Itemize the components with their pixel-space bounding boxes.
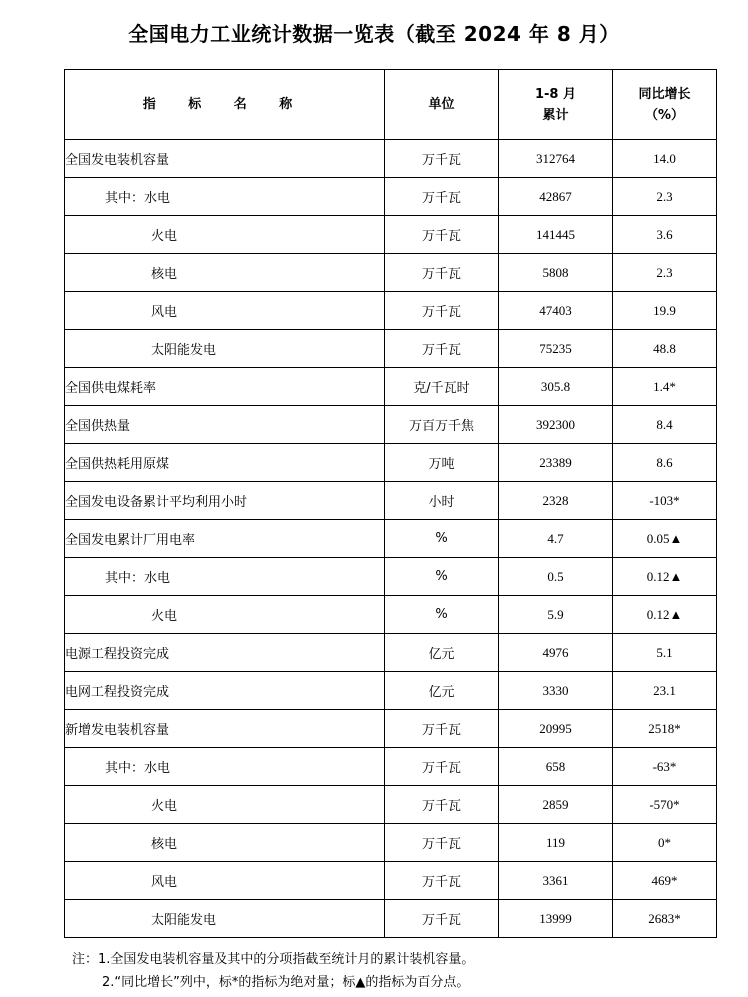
unit-cell: 克/千瓦时 [385,368,499,406]
indicator-name: 全国发电累计厂用电率 [65,520,385,558]
yoy-cell: 2683* [613,900,717,938]
cumulative-cell: 13999 [499,900,613,938]
cumulative-cell: 658 [499,748,613,786]
indicator-name: 风电 [65,862,385,900]
yoy-cell: 3.6 [613,216,717,254]
indicator-name: 火电 [65,596,385,634]
cumulative-cell: 5808 [499,254,613,292]
indicator-name: 全国发电装机容量 [65,140,385,178]
unit-cell: 万千瓦 [385,216,499,254]
yoy-cell: 48.8 [613,330,717,368]
cumulative-cell: 75235 [499,330,613,368]
yoy-cell: 0.12▲ [613,596,717,634]
yoy-cell: -570* [613,786,717,824]
table-row [65,710,717,748]
unit-cell: 万千瓦 [385,862,499,900]
cumulative-cell: 0.5 [499,558,613,596]
yoy-cell: 2518* [613,710,717,748]
unit-cell: % [385,558,499,596]
cumulative-cell: 2859 [499,786,613,824]
unit-cell: % [385,520,499,558]
table-row [65,862,717,900]
table-row [65,330,717,368]
header-cumulative-line1: 1-8 月 [534,86,576,102]
indicator-name: 风电 [65,292,385,330]
table-row [65,178,717,216]
cumulative-cell: 4976 [499,634,613,672]
table-row [65,748,717,786]
yoy-cell: 23.1 [613,672,717,710]
table-row [65,444,717,482]
yoy-cell: 0* [613,824,717,862]
cumulative-cell: 23389 [499,444,613,482]
table-row [65,368,717,406]
table-row [65,672,717,710]
yoy-cell: 0.05▲ [613,520,717,558]
table-row [65,406,717,444]
header-yoy-growth [613,70,717,140]
unit-cell: 万千瓦 [385,254,499,292]
header-cumulative-line2: 累计 [542,107,569,123]
page-title: 全国电力工业统计数据一览表（截至 2024 年 8 月） [128,22,620,46]
unit-cell: % [385,596,499,634]
yoy-cell: 2.3 [613,178,717,216]
indicator-name: 全国供电煤耗率 [65,368,385,406]
unit-cell: 万吨 [385,444,499,482]
cumulative-cell: 42867 [499,178,613,216]
unit-cell: 亿元 [385,672,499,710]
cumulative-cell: 3361 [499,862,613,900]
cumulative-cell: 392300 [499,406,613,444]
unit-cell: 万千瓦 [385,292,499,330]
statistics-table [64,69,717,938]
table-row [65,900,717,938]
unit-cell: 万千瓦 [385,330,499,368]
unit-cell: 亿元 [385,634,499,672]
table-row [65,216,717,254]
indicator-name: 太阳能发电 [65,330,385,368]
indicator-name: 火电 [65,786,385,824]
header-yoy-line2: （%） [644,107,685,123]
yoy-cell: 2.3 [613,254,717,292]
indicator-name: 全国供热耗用原煤 [65,444,385,482]
indicator-name: 核电 [65,254,385,292]
footnote-1: 注：1.全国发电装机容量及其中的分项指截至统计月的累计装机容量。 [72,952,475,967]
footnote-2: 2.“同比增长”列中，标*的指标为绝对量；标▲的指标为百分点。 [102,975,470,990]
unit-cell: 万千瓦 [385,824,499,862]
table-row [65,596,717,634]
indicator-name: 核电 [65,824,385,862]
cumulative-cell: 4.7 [499,520,613,558]
yoy-cell: 19.9 [613,292,717,330]
unit-cell: 小时 [385,482,499,520]
indicator-name: 其中：水电 [65,748,385,786]
cumulative-cell: 312764 [499,140,613,178]
indicator-name: 全国供热量 [65,406,385,444]
table-row [65,558,717,596]
table-row [65,520,717,558]
header-indicator-name: 指 标 名 称 [65,70,385,140]
cumulative-cell: 2328 [499,482,613,520]
yoy-cell: -103* [613,482,717,520]
header-cumulative [499,70,613,140]
unit-cell: 万千瓦 [385,140,499,178]
yoy-cell: 1.4* [613,368,717,406]
unit-cell: 万千瓦 [385,748,499,786]
yoy-cell: 14.0 [613,140,717,178]
cumulative-cell: 3330 [499,672,613,710]
yoy-cell: 8.4 [613,406,717,444]
cumulative-cell: 119 [499,824,613,862]
unit-cell: 万千瓦 [385,900,499,938]
table-row [65,786,717,824]
table-header-row [65,70,717,140]
unit-cell: 万百万千焦 [385,406,499,444]
yoy-cell: 8.6 [613,444,717,482]
unit-cell: 万千瓦 [385,786,499,824]
table-row [65,482,717,520]
table-row [65,824,717,862]
yoy-cell: 469* [613,862,717,900]
footnotes [72,948,732,994]
cumulative-cell: 305.8 [499,368,613,406]
header-unit: 单位 [385,70,499,140]
table-row [65,254,717,292]
cumulative-cell: 141445 [499,216,613,254]
yoy-cell: -63* [613,748,717,786]
indicator-name: 火电 [65,216,385,254]
indicator-name: 太阳能发电 [65,900,385,938]
indicator-name: 全国发电设备累计平均利用小时 [65,482,385,520]
indicator-name: 新增发电装机容量 [65,710,385,748]
cumulative-cell: 47403 [499,292,613,330]
indicator-name: 电网工程投资完成 [65,672,385,710]
indicator-name: 其中：水电 [65,178,385,216]
indicator-name: 其中：水电 [65,558,385,596]
unit-cell: 万千瓦 [385,178,499,216]
header-yoy-line1: 同比增长 [638,86,691,102]
cumulative-cell: 20995 [499,710,613,748]
table-row [65,292,717,330]
table-row [65,140,717,178]
indicator-name: 电源工程投资完成 [65,634,385,672]
yoy-cell: 0.12▲ [613,558,717,596]
cumulative-cell: 5.9 [499,596,613,634]
yoy-cell: 5.1 [613,634,717,672]
table-row [65,634,717,672]
unit-cell: 万千瓦 [385,710,499,748]
